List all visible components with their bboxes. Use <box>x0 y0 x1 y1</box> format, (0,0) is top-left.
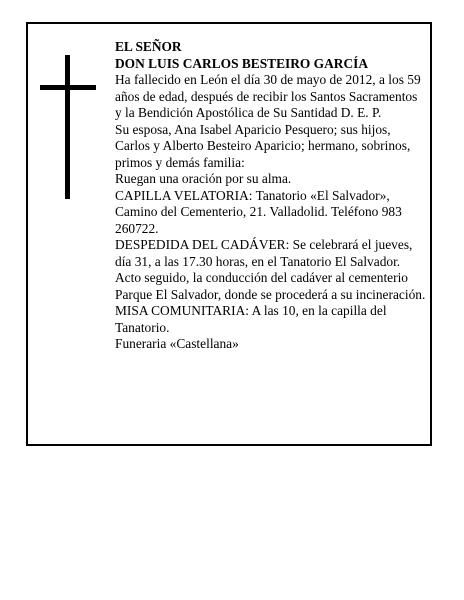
death-announcement: Ha fallecido en León el día 30 de mayo de 2012, a los 59 años de edad, después de recibir los Santos Sacramentos y la Bendición Apostólica de Su Santidad D. E. P. <box>115 72 421 120</box>
family-list: Su esposa, Ana Isabel Aparicio Pesquero; sus hijos, Carlos y Alberto Besteiro Aparicio; hermano, sobrinos, primos y demás familia: <box>115 121 411 170</box>
farewell-info: DESPEDIDA DEL CADÁVER: Se celebrará el jueves, día 31, a las 17.30 horas, en el Tanatorio El Salvador. Acto seguido, la conducción del cadáver al cementerio Parque El Salvador, donde se procederá a su incineración. <box>115 237 426 302</box>
funeral-home: Funeraria «Castellana» <box>115 336 239 351</box>
obituary-notice <box>26 22 432 446</box>
cross-horizontal-bar <box>40 85 96 90</box>
mass-info: MISA COMUNITARIA: A las 10, en la capilla del Tanatorio. <box>115 303 387 335</box>
cross-icon <box>40 55 96 199</box>
notice-body <box>115 39 427 353</box>
cross-vertical-bar <box>65 55 70 199</box>
prayer-request: Ruegan una oración por su alma. <box>115 171 292 186</box>
deceased-name: DON LUIS CARLOS BESTEIRO GARCÍA <box>115 55 368 71</box>
chapel-info: CAPILLA VELATORIA: Tanatorio «El Salvador», Camino del Cementerio, 21. Valladolid. Teléfono 983 260722. <box>115 187 402 236</box>
notice-title: EL SEÑOR <box>115 39 182 54</box>
